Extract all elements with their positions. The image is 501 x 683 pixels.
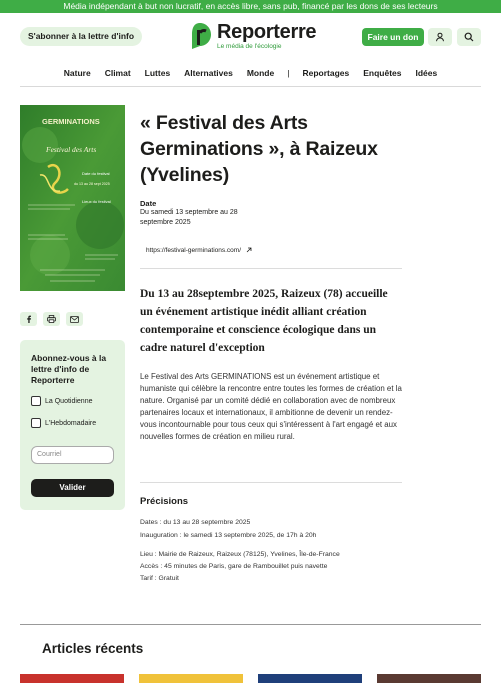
nav-item-luttes[interactable]: Luttes — [144, 68, 171, 78]
divider — [140, 482, 402, 483]
user-icon — [435, 32, 445, 42]
recent-articles-title: Articles récents — [42, 641, 144, 656]
account-button[interactable] — [428, 28, 452, 46]
precision-access: Accès : 45 minutes de Paris, gare de Rambouillet puis navette — [140, 563, 328, 570]
event-poster-image — [20, 105, 125, 291]
newsletter-title: Abonnez-vous à la lettre d'info de Reporterre — [31, 353, 107, 385]
print-button[interactable] — [43, 312, 60, 326]
precision-dates: Dates : du 13 au 28 septembre 2025 — [140, 519, 251, 526]
top-banner — [0, 0, 501, 13]
nav-item-monde[interactable]: Monde — [246, 68, 275, 78]
nav-separator: | — [287, 68, 290, 78]
checkbox-weekly[interactable] — [31, 418, 41, 428]
poster-artwork — [20, 105, 125, 291]
option-daily-label: La Quotidienne — [45, 397, 93, 405]
article-title: « Festival des Arts Germinations », à Raizeux (Yvelines) — [140, 112, 378, 186]
recent-article-thumbnail[interactable] — [258, 674, 362, 683]
banner-text: Média indépendant à but non lucratif, en accès libre, sans pub, financé par les dons de ses lecteurs — [63, 1, 438, 11]
nav-item-reportages[interactable]: Reportages — [302, 68, 350, 78]
logo-name: Reporterre — [217, 21, 317, 43]
nav-divider — [20, 86, 481, 87]
event-website-url: https://festival-germinations.com/ — [146, 246, 242, 254]
email-icon — [70, 316, 79, 323]
main-nav — [0, 66, 501, 80]
precision-price: Tarif : Gratuit — [140, 575, 179, 582]
site-logo[interactable] — [188, 22, 316, 50]
date-value: Du samedi 13 septembre au 28 septembre 2025 — [140, 209, 238, 226]
email-field[interactable]: Courriel — [31, 446, 114, 464]
search-icon — [464, 32, 474, 42]
share-facebook-button[interactable] — [20, 312, 37, 326]
precision-location: Lieu : Mairie de Raizeux, Raizeux (78125), Yvelines, Île-de-France — [140, 551, 340, 558]
newsletter-box — [20, 340, 125, 510]
poster-brand: GERMINATIONS — [42, 117, 100, 126]
print-icon — [47, 315, 56, 323]
nav-item-idees[interactable]: Idées — [415, 68, 438, 78]
option-weekly-label: L'Hebdomadaire — [45, 419, 97, 427]
article-lede: Du 13 au 28septembre 2025, Raizeux (78) accueille un événement artistique inédit alliant création contemporaine et conscience écologique dans un cadre naturel d'exception — [140, 288, 388, 354]
poster-place-heading: Lieux du festival — [82, 199, 111, 204]
recent-article-thumbnail[interactable] — [377, 674, 481, 683]
newsletter-submit-button[interactable]: Valider — [31, 479, 114, 497]
checkbox-daily[interactable] — [31, 396, 41, 406]
article-body: Le Festival des Arts GERMINATIONS est un événement artistique et humaniste qui célèbre la rencontre entre toutes les formes de création et la nature. Organisé par un comité dédié en collaboration avec de nombreux partenaires locaux et internationaux, il ambitionne de devenir un rendez-vous incontournable pour tous ceux qui s'intéressent à l'art engagé et aux nouvelles formes de création en milieu rural. — [140, 372, 402, 441]
logo-tagline: Le média de l'écologie — [217, 43, 282, 50]
reporterre-logo-icon — [188, 22, 212, 50]
poster-title: Festival des Arts — [46, 145, 97, 154]
newsletter-option-daily[interactable] — [31, 396, 121, 406]
subscribe-newsletter-button[interactable]: S'abonner à la lettre d'info — [20, 27, 142, 46]
divider — [140, 268, 402, 269]
external-link-icon — [246, 247, 252, 253]
precision-inauguration: Inauguration : le samedi 13 septembre 2025, de 17h à 20h — [140, 532, 317, 539]
recent-article-thumbnail[interactable] — [20, 674, 124, 683]
recent-article-thumbnail[interactable] — [139, 674, 243, 683]
precisions-title: Précisions — [140, 496, 189, 507]
facebook-icon — [25, 315, 33, 323]
event-website-link[interactable] — [140, 242, 258, 258]
nav-item-nature[interactable]: Nature — [63, 68, 91, 78]
donate-button[interactable]: Faire un don — [362, 28, 424, 46]
nav-item-enquetes[interactable]: Enquêtes — [363, 68, 402, 78]
nav-item-alternatives[interactable]: Alternatives — [184, 68, 233, 78]
date-label: Date — [140, 199, 157, 208]
section-divider — [20, 624, 481, 625]
poster-dates-heading: Date du festival — [82, 171, 110, 176]
newsletter-option-weekly[interactable] — [31, 418, 121, 428]
share-email-button[interactable] — [66, 312, 83, 326]
poster-dates: du 13 au 28 sept 2025 — [74, 182, 110, 186]
search-button[interactable] — [457, 28, 481, 46]
nav-item-climat[interactable]: Climat — [104, 68, 131, 78]
